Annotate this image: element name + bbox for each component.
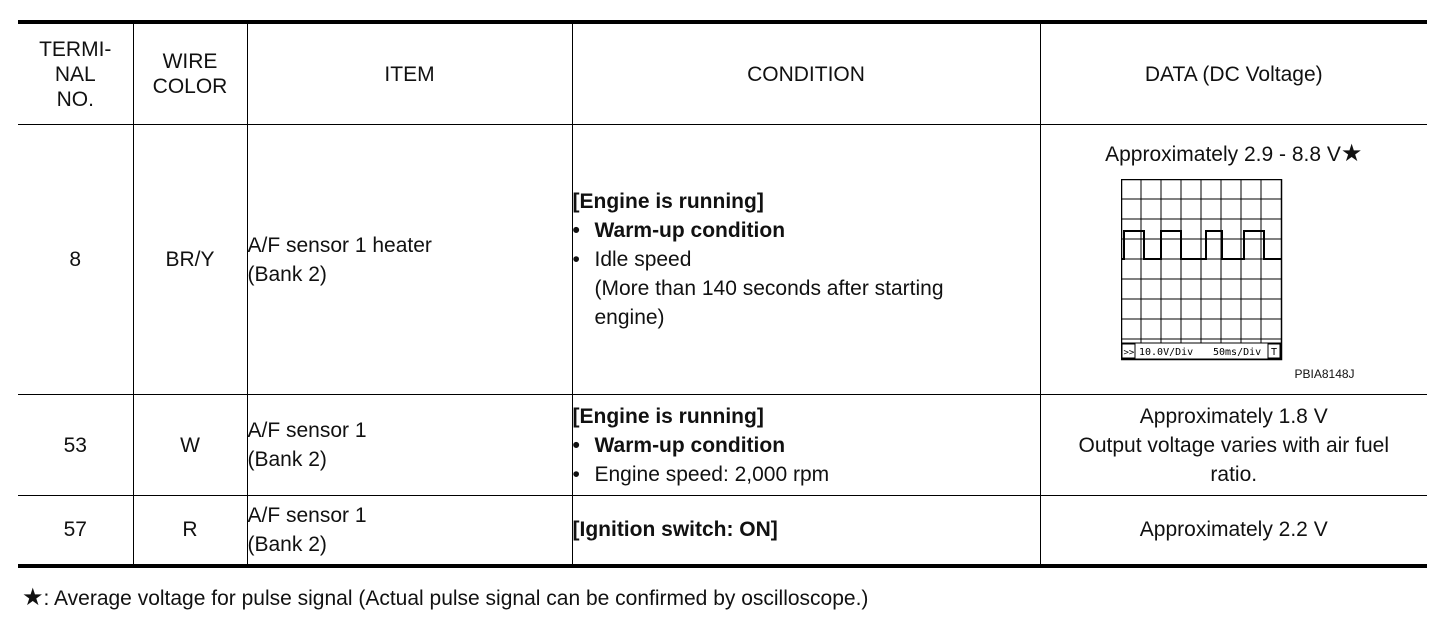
header-row (18, 22, 1427, 125)
condition-bullet: • Idle speed (573, 245, 1040, 274)
scope-time-div: 50ms/Div (1212, 346, 1261, 358)
scope-grid (1121, 179, 1282, 360)
data-value: Approximately 2.9 - 8.8 V (1105, 142, 1341, 166)
item-cell: A/F sensor 1 heater (Bank 2) (247, 125, 572, 395)
oscilloscope-waveform (1121, 179, 1285, 361)
condition-bullet: • Warm-up condition (573, 431, 1040, 460)
condition-heading: [Ignition switch: ON] (572, 518, 778, 542)
terminal-data-table (18, 20, 1427, 568)
terminal-cell: 57 (18, 496, 133, 566)
condition-subtext: (More than 140 seconds after starting (594, 277, 944, 300)
condition-heading: [Engine is running] (572, 190, 764, 213)
header-data: DATA (DC Voltage) (1040, 22, 1427, 125)
condition-heading: [Engine is running] (572, 404, 764, 428)
table-row (18, 496, 1427, 566)
scope-left-tag: >> (1123, 347, 1134, 358)
wire-color-cell: R (133, 496, 247, 566)
footnote-text: : Average voltage for pulse signal (Actual pulse signal can be confirmed by oscilloscope.) (43, 587, 869, 610)
terminal-cell: 8 (18, 125, 133, 395)
condition-bullet: • Engine speed: 2,000 rpm (573, 460, 1040, 489)
item-cell: A/F sensor 1 (Bank 2) (247, 395, 572, 496)
condition-cell (572, 395, 1040, 496)
condition-subtext: engine) (594, 306, 665, 329)
header-condition: CONDITION (572, 22, 1040, 125)
scope-volt-div: 10.0V/Div (1138, 346, 1193, 358)
table-row (18, 125, 1427, 395)
header-terminal: TERMI- NAL NO. (18, 22, 133, 125)
condition-cell (572, 496, 1040, 566)
footnote (22, 584, 868, 613)
data-cell: Approximately 1.8 V Output voltage varies with air fuel ratio. (1040, 395, 1427, 496)
star-icon: ★ (22, 584, 44, 611)
header-item: ITEM (247, 22, 572, 125)
header-wire-color: WIRE COLOR (133, 22, 247, 125)
wire-color-cell: BR/Y (133, 125, 247, 395)
data-cell (1040, 125, 1427, 395)
waveform-container (1041, 127, 1428, 393)
condition-cell (572, 125, 1040, 395)
star-icon: ★ (1340, 139, 1363, 167)
data-cell: Approximately 2.2 V (1139, 518, 1328, 542)
table-row (18, 395, 1427, 496)
item-cell: A/F sensor 1 (Bank 2) (247, 496, 572, 566)
figure-id: PBIA8148J (1294, 366, 1355, 381)
scope-right-tag: T (1270, 346, 1277, 358)
wire-color-cell: W (133, 395, 247, 496)
terminal-cell: 53 (18, 395, 133, 496)
condition-bullet: • Warm-up condition (573, 216, 1040, 245)
